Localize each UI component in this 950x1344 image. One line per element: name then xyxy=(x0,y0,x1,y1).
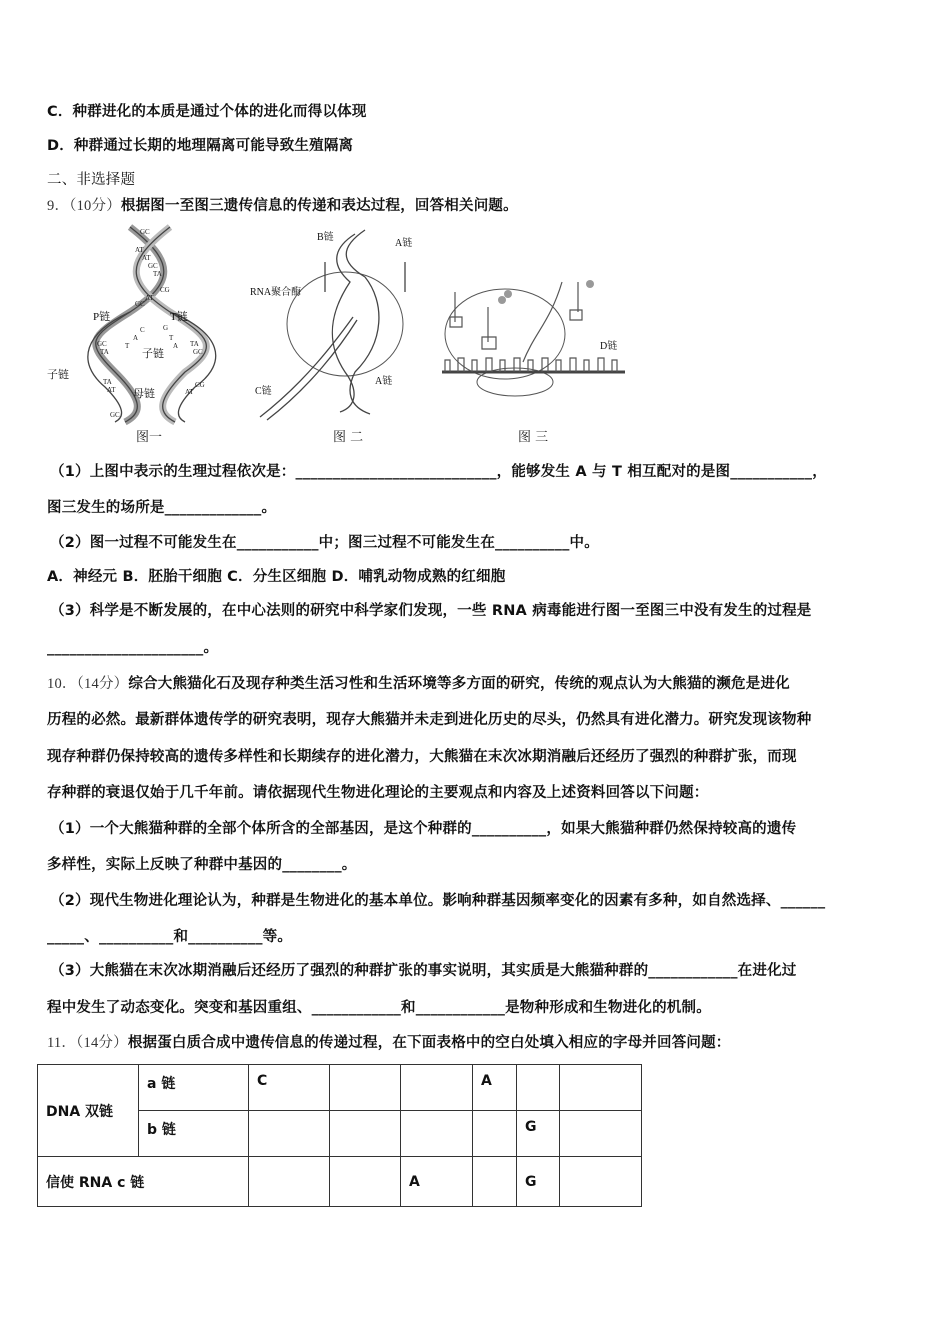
table-cell[interactable] xyxy=(560,1157,642,1207)
svg-text:A链: A链 xyxy=(375,376,393,387)
svg-text:C链: C链 xyxy=(255,386,272,397)
svg-text:TA: TA xyxy=(100,348,109,356)
table-row xyxy=(38,1065,642,1111)
svg-text:A: A xyxy=(173,342,179,350)
svg-text:GC: GC xyxy=(140,228,150,236)
table-cell[interactable]: C xyxy=(249,1065,330,1111)
q10-stem-line2: 历程的必然。最新群体遗传学的研究表明，现存大熊猫并未走到进化历史的尽头，仍然具有进化潜力。研究发现该物种 xyxy=(47,712,812,728)
svg-text:AT: AT xyxy=(142,254,151,262)
q10-part3-line2: 程中发生了动态变化。突变和基因重组、____________和____________是物种形成和生物进化的机制。 xyxy=(47,1000,711,1016)
q10-stem-line1 xyxy=(47,674,790,694)
svg-text:AT: AT xyxy=(145,294,154,302)
row-label: 信使 RNA c 链 xyxy=(38,1157,249,1207)
svg-text:A链: A链 xyxy=(395,238,413,249)
q10-stem-text: 综合大熊猫化石及现存种类生活习性和生活环境等多方面的研究，传统的观点认为大熊猫的濒危是进化 xyxy=(128,676,790,692)
table-row xyxy=(38,1157,642,1207)
q10-part2-line1: （2）现代生物进化理论认为，种群是生物进化的基本单位。影响种群基因频率变化的因素有多种，如自然选择、______ xyxy=(50,893,826,909)
q11-stem-text: 根据蛋白质合成中遗传信息的传递过程，在下面表格中的空白处填入相应的字母并回答问题： xyxy=(127,1035,731,1051)
svg-text:GC: GC xyxy=(148,262,158,270)
q10-part1-line1: （1）一个大熊猫种群的全部个体所含的全部基因，是这个种群的__________，如果大熊猫种群仍然保持较高的遗传 xyxy=(50,821,797,837)
svg-text:AT: AT xyxy=(107,386,116,394)
figure-1-dna-replication xyxy=(45,222,245,427)
q9-part3-line2: _____________________。 xyxy=(47,640,219,656)
svg-text:子链: 子链 xyxy=(47,369,69,381)
table-cell[interactable] xyxy=(330,1157,401,1207)
table-cell[interactable] xyxy=(249,1157,330,1207)
q9-part3-line1: （3）科学是不断发展的，在中心法则的研究中科学家们发现，一些 RNA 病毒能进行图一至图三中没有发生的过程是 xyxy=(50,603,812,619)
svg-text:B链: B链 xyxy=(317,232,334,243)
svg-text:GC: GC xyxy=(135,300,145,308)
table-cell[interactable] xyxy=(401,1111,473,1157)
q11-stem xyxy=(47,1033,731,1053)
base-pairing-table xyxy=(37,1064,642,1207)
q10-number: 10．（14分） xyxy=(47,676,129,692)
table-cell[interactable] xyxy=(473,1157,517,1207)
svg-text:GC: GC xyxy=(110,411,120,419)
q9-number: 9．（10分） xyxy=(47,198,121,214)
table-cell[interactable]: A xyxy=(473,1065,517,1111)
svg-text:P链: P链 xyxy=(93,311,111,323)
svg-text:RNA聚合酶: RNA聚合酶 xyxy=(250,287,302,298)
table-cell[interactable] xyxy=(249,1111,330,1157)
svg-text:AT: AT xyxy=(135,246,144,254)
svg-text:CG: CG xyxy=(160,286,170,294)
figure-3-caption: 图 三 xyxy=(518,430,549,445)
q9-part1-line1: （1）上图中表示的生理过程依次是：___________________________，能够发生 A 与 T 相互配对的是图___________， xyxy=(50,464,827,480)
svg-text:T: T xyxy=(169,334,174,342)
figure-3-translation xyxy=(430,222,630,427)
q10-stem-line4: 存种群的衰退仅始于几千年前。请依据现代生物进化理论的主要观点和内容及上述资料回答以下问题： xyxy=(47,785,709,801)
table-cell[interactable] xyxy=(473,1111,517,1157)
q9-part2-options: A．神经元 B．胚胎干细胞 C．分生区细胞 D．哺乳动物成熟的红细胞 xyxy=(47,569,506,585)
svg-text:CG: CG xyxy=(195,381,205,389)
row-label: b 链 xyxy=(139,1111,249,1157)
q11-number: 11．（14分） xyxy=(47,1035,128,1051)
svg-text:母链: 母链 xyxy=(133,388,155,400)
svg-text:TA: TA xyxy=(190,340,199,348)
svg-text:GC: GC xyxy=(97,340,107,348)
q10-part3-line1: （3）大熊猫在末次冰期消融后还经历了强烈的种群扩张的事实说明，其实质是大熊猫种群的____________在进化过 xyxy=(50,963,797,979)
q8-option-d: D．种群通过长期的地理隔离可能导致生殖隔离 xyxy=(47,138,354,154)
figure-2-caption: 图 二 xyxy=(333,430,364,445)
table-cell[interactable]: G xyxy=(517,1111,560,1157)
svg-text:AT: AT xyxy=(185,388,194,396)
q10-stem-line3: 现存种群仍保持较高的遗传多样性和长期续存的进化潜力，大熊猫在末次冰期消融后还经历了强烈的种群扩张，而现 xyxy=(47,749,797,765)
svg-text:A: A xyxy=(133,334,139,342)
svg-text:TA: TA xyxy=(103,378,112,386)
svg-text:D链: D链 xyxy=(600,341,618,352)
table-cell[interactable]: A xyxy=(401,1157,473,1207)
q9-part1-line2: 图三发生的场所是_____________。 xyxy=(47,500,277,516)
svg-text:TA: TA xyxy=(153,270,162,278)
svg-text:C: C xyxy=(140,326,145,334)
svg-text:T链: T链 xyxy=(170,311,188,323)
figure-2-transcription xyxy=(245,222,430,427)
svg-text:子链: 子链 xyxy=(142,348,164,360)
table-cell[interactable] xyxy=(517,1065,560,1111)
section-title: 二、非选择题 xyxy=(47,172,136,188)
table-cell[interactable] xyxy=(560,1111,642,1157)
table-cell[interactable] xyxy=(330,1065,401,1111)
row-label: a 链 xyxy=(139,1065,249,1111)
svg-text:T: T xyxy=(125,342,130,350)
q8-option-c: C．种群进化的本质是通过个体的进化而得以体现 xyxy=(47,104,367,120)
q9-stem-text: 根据图一至图三遗传信息的传递和表达过程，回答相关问题。 xyxy=(120,198,518,214)
svg-text:GC: GC xyxy=(193,348,203,356)
table-cell[interactable] xyxy=(401,1065,473,1111)
table-cell[interactable]: G xyxy=(517,1157,560,1207)
q10-part2-line2: _____、__________和__________等。 xyxy=(47,929,293,945)
q9-part2: （2）图一过程不可能发生在___________中；图三过程不可能发生在__________中。 xyxy=(50,535,599,551)
svg-text:G: G xyxy=(163,324,169,332)
table-cell[interactable] xyxy=(560,1065,642,1111)
q9-stem xyxy=(47,196,518,216)
figure-1-caption: 图一 xyxy=(136,430,163,445)
table-cell[interactable] xyxy=(330,1111,401,1157)
q10-part1-line2: 多样性，实际上反映了种群中基因的________。 xyxy=(47,857,357,873)
dna-double-strand-label: DNA 双链 xyxy=(38,1065,139,1157)
